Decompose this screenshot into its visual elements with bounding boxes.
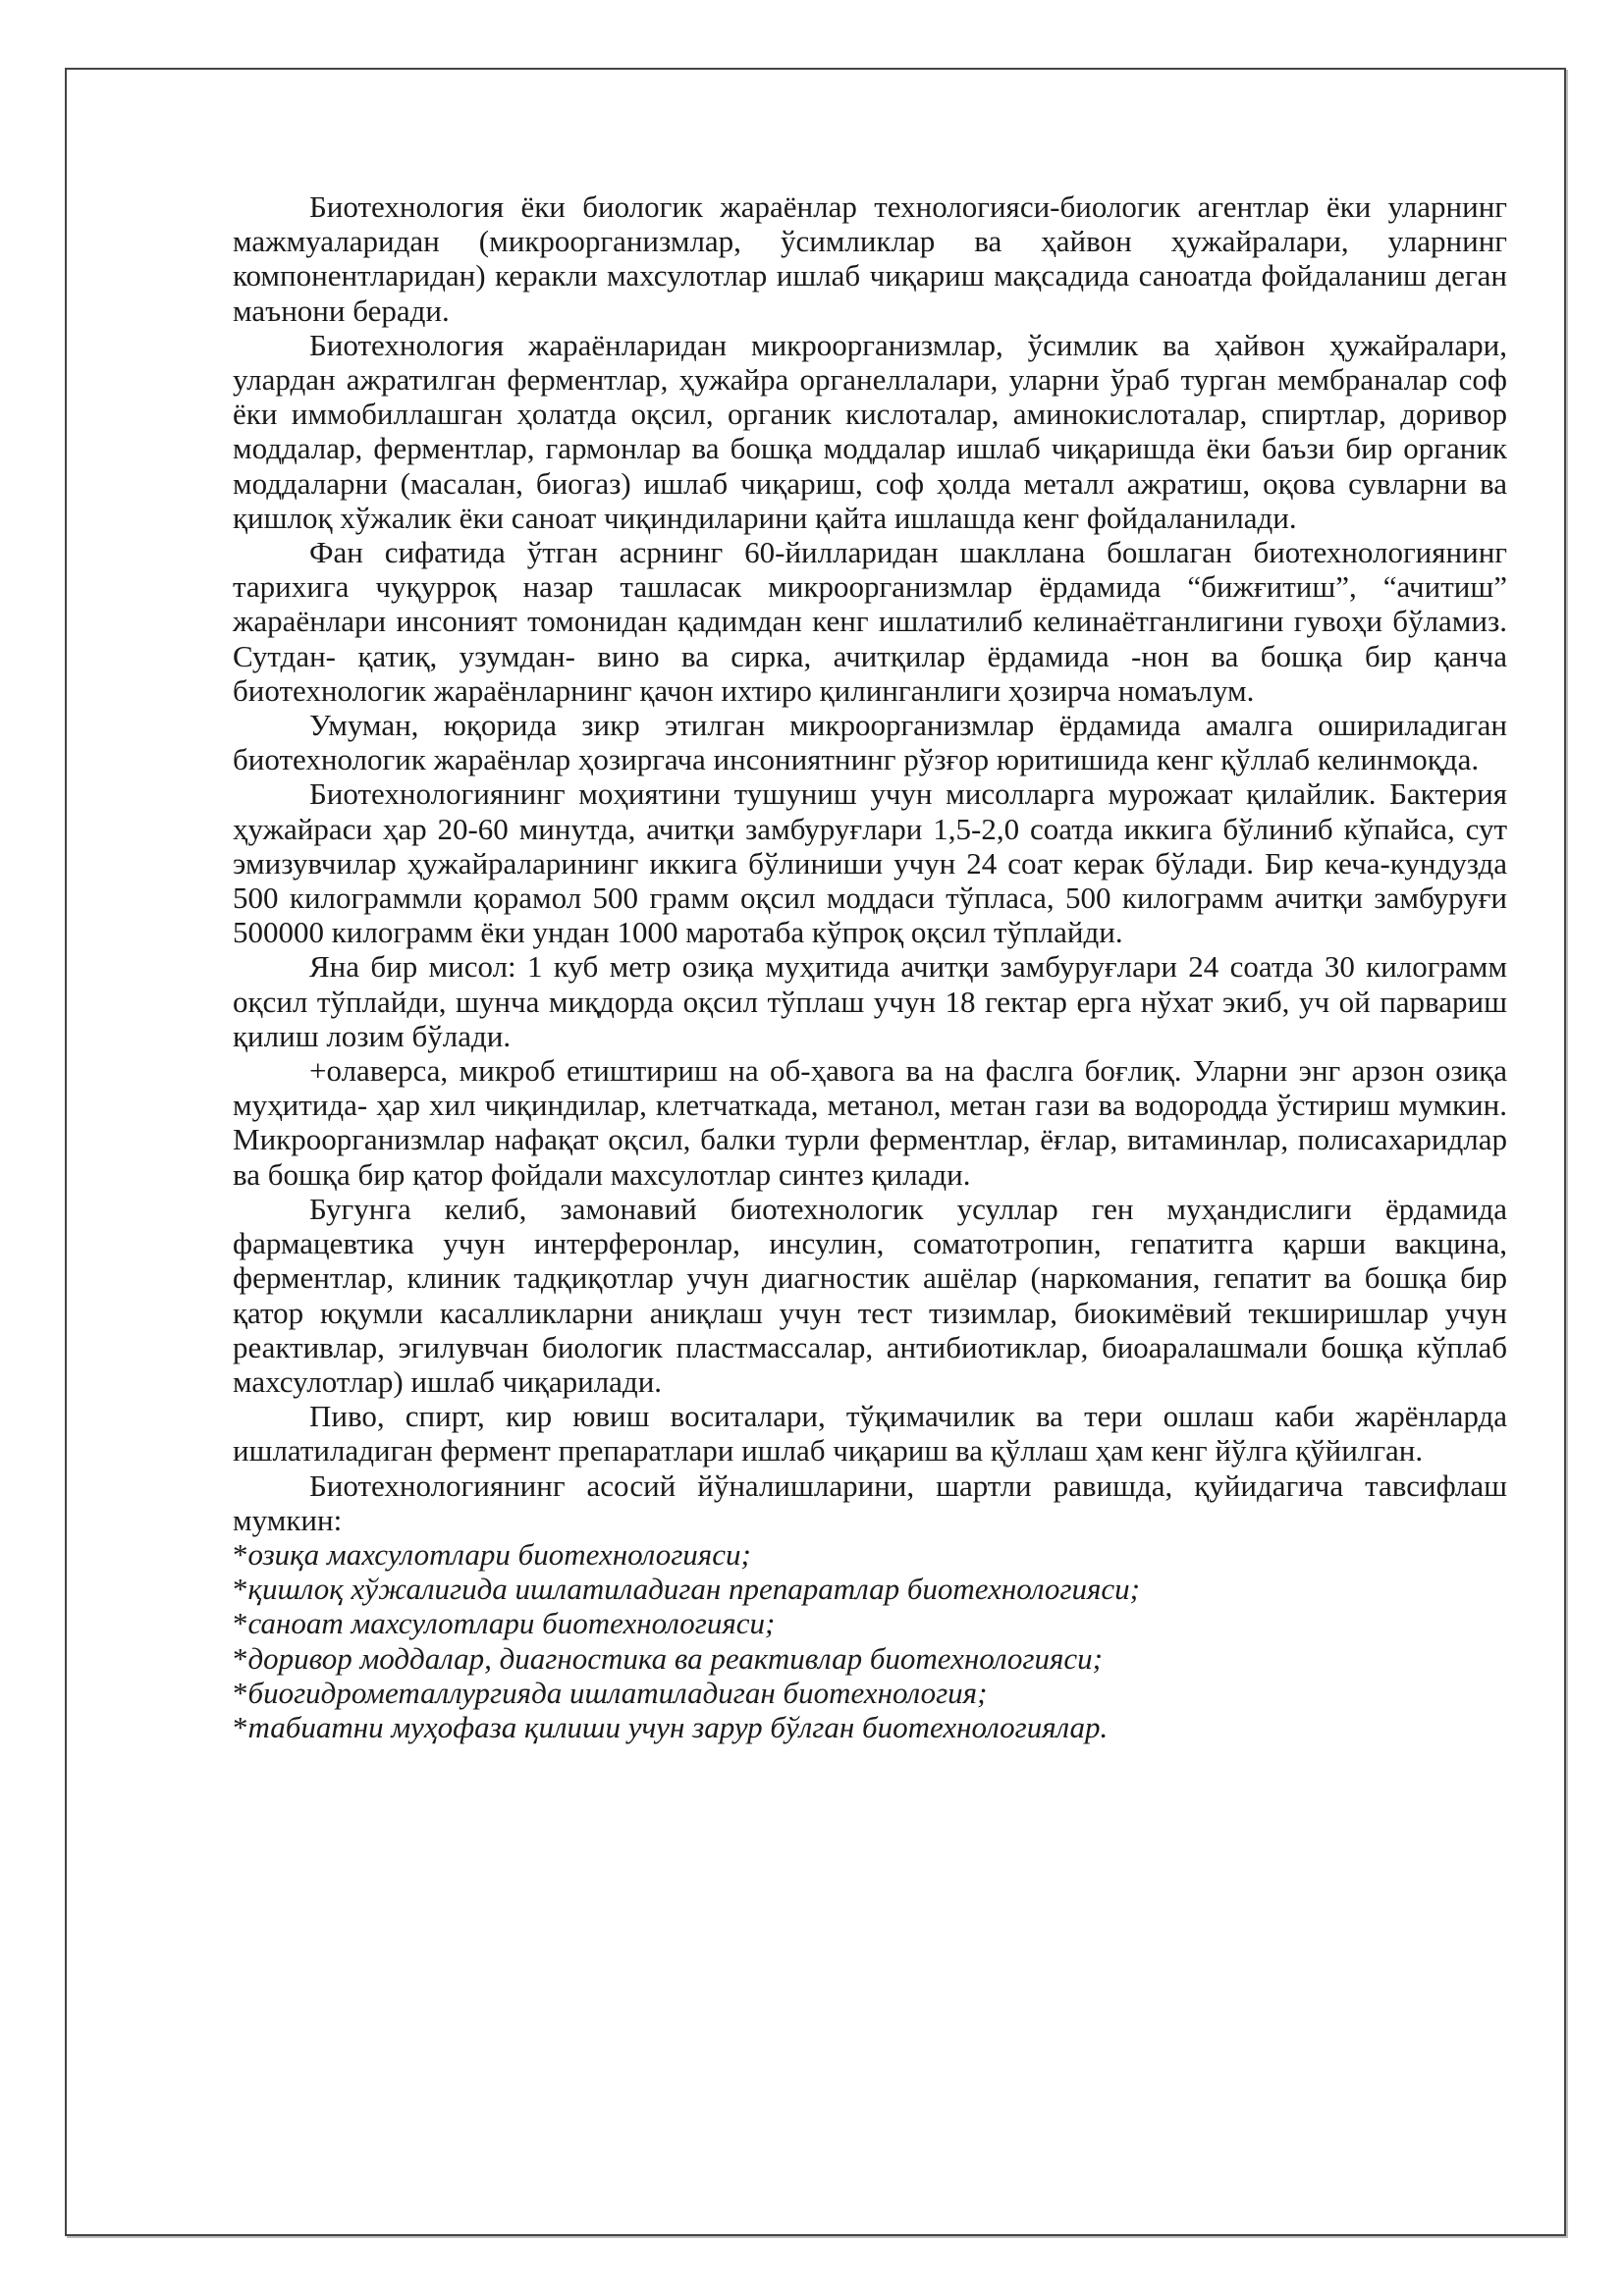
list-item bbox=[233, 1710, 1507, 1744]
list-intro: Биотехнологиянинг асосий йўналишларини, шартли равишда, қуйидагича тавсифлаш мумкин: bbox=[233, 1468, 1507, 1537]
list-bullet: * bbox=[233, 1536, 248, 1572]
paragraph: Биотехнология жараёнларидан микроорганизмлар, ўсимлик ва ҳайвон ҳужайралари, улардан ажратилган ферментлар, ҳужайра органеллалари, уларни ўраб турган мембраналар соф ёки иммобиллашган ҳолатда оқсил, органик кислоталар, аминокислоталар, спиртлар, доривор моддалар, ферментлар, гармонлар ва бошқа моддалар ишлаб чиқаришда ёки баъзи бир органик моддаларни (масалан, биогаз) ишлаб чиқариш, соф ҳолда металл ажратиш, оқова сувларни ва қишлоқ хўжалик ёки саноат чиқиндиларини қайта ишлашда кенг фойдаланилади. bbox=[233, 327, 1507, 535]
list-bullet: * bbox=[233, 1572, 248, 1607]
document-body bbox=[233, 189, 1507, 1744]
paragraph: +олаверса, микроб етиштириш на об-ҳавога ва на фаслга боғлиқ. Уларни энг арзон озиқа муҳитида- ҳар хил чиқиндилар, клетчаткада, метанол, метан гази ва водородда ўстириш мумкин. Микроорганизмлар нафақат оқсил, балки турли ферментлар, ёғлар, витаминлар, полисахаридлар ва бошқа бир қатор фойдали махсулотлар синтез қилади. bbox=[233, 1053, 1507, 1192]
list-bullet: * bbox=[233, 1640, 248, 1676]
list-item bbox=[233, 1537, 1507, 1572]
paragraph: Бугунга келиб, замонавий биотехнологик усуллар ген муҳандислиги ёрдамида фармацевтика учун интерферонлар, инсулин, соматотропин, гепатитга қарши вакцина, ферментлар, клиник тадқиқотлар учун диагностик ашёлар (наркомания, гепатит ва бошқа бир қатор юқумли касалликларни аниқлаш учун тест тизимлар, биокимёвий текширишлар учун реактивлар, эгилувчан биологик пластмассалар, антибиотиклар, биоаралашмали бошқа кўплаб махсулотлар) ишлаб чиқарилади. bbox=[233, 1191, 1507, 1399]
paragraph: Биотехнологиянинг моҳиятини тушуниш учун мисолларга мурожаат қилайлик. Бактерия ҳужайраси ҳар 20-60 минутда, ачитқи замбуруғлари 1,5-2,0 соатда иккига бўлиниб кўпайса, сут эмизувчилар ҳужайраларининг иккига бўлиниши учун 24 соат керак бўлади. Бир кеча-кундузда 500 килограммли қорамол 500 грамм оқсил моддаси тўпласа, 500 килограмм ачитқи замбуруғи 500000 килограмм ёки ундан 1000 маротаба кўпроқ оқсил тўплайди. bbox=[233, 776, 1507, 950]
list-item bbox=[233, 1572, 1507, 1606]
list-item-text: доривор моддалар, диагностика ва реактивлар биотехнологияси; bbox=[247, 1640, 1103, 1676]
list-item-text: биогидрометаллургияда ишлатиладиган биотехнология; bbox=[247, 1675, 988, 1710]
paragraph: Фан сифатида ўтган асрнинг 60-йилларидан шакллана бошлаган биотехнологиянинг тарихига чуқурроқ назар ташласак микроорганизмлар ёрдамида “бижғитиш”, “ачитиш” жараёнлари инсоният томонидан қадимдан кенг ишлатилиб келинаётганлигини гувоҳи бўламиз. Сутдан- қатиқ, узумдан- вино ва сирка, ачитқилар ёрдамида -нон ва бошқа бир қанча биотехнологик жараёнларнинг қачон ихтиро қилинганлиги ҳозирча номаълум. bbox=[233, 535, 1507, 708]
list-item bbox=[233, 1641, 1507, 1676]
list-item-text: қишлоқ хўжалигида ишлатиладиган препаратлар биотехнологияси; bbox=[247, 1572, 1140, 1607]
paragraph: Яна бир мисол: 1 куб метр озиқа муҳитида ачитқи замбуруғлари 24 соатда 30 килограмм оқсил тўплайди, шунча миқдорда оқсил тўплаш учун 18 гектар ерга нўхат экиб, уч ой парвариш қилиш лозим бўлади. bbox=[233, 949, 1507, 1053]
list-item-text: озиқа махсулотлари биотехнологияси; bbox=[247, 1536, 751, 1572]
list-item bbox=[233, 1606, 1507, 1640]
paragraph: Биотехнология ёки биологик жараёнлар технологияси-биологик агентлар ёки уларнинг мажмуаларидан (микроорганизмлар, ўсимликлар ва ҳайвон ҳужайралари, уларнинг компонентларидан) керакли махсулотлар ишлаб чиқариш мақсадида саноатда фойдаланиш деган маънони беради. bbox=[233, 189, 1507, 328]
paragraph: Умуман, юқорида зикр этилган микроорганизмлар ёрдамида амалга ошириладиган биотехнологик жараёнлар ҳозиргача инсониятнинг рўзғор юритишида кенг қўллаб келинмоқда. bbox=[233, 708, 1507, 777]
list-item-text: табиатни муҳофаза қилиши учун зарур бўлган биотехнологиялар. bbox=[247, 1709, 1109, 1744]
list-bullet: * bbox=[233, 1606, 248, 1641]
list-bullet: * bbox=[233, 1675, 248, 1710]
directions-list bbox=[233, 1537, 1507, 1744]
list-bullet: * bbox=[233, 1709, 248, 1744]
list-item-text: саноат махсулотлари биотехнологияси; bbox=[247, 1606, 776, 1641]
list-item bbox=[233, 1676, 1507, 1710]
paragraph: Пиво, спирт, кир ювиш воситалари, тўқимачилик ва тери ошлаш каби жарёнларда ишлатиладиган фермент препаратлари ишлаб чиқариш ва қўллаш ҳам кенг йўлга қўйилган. bbox=[233, 1399, 1507, 1468]
